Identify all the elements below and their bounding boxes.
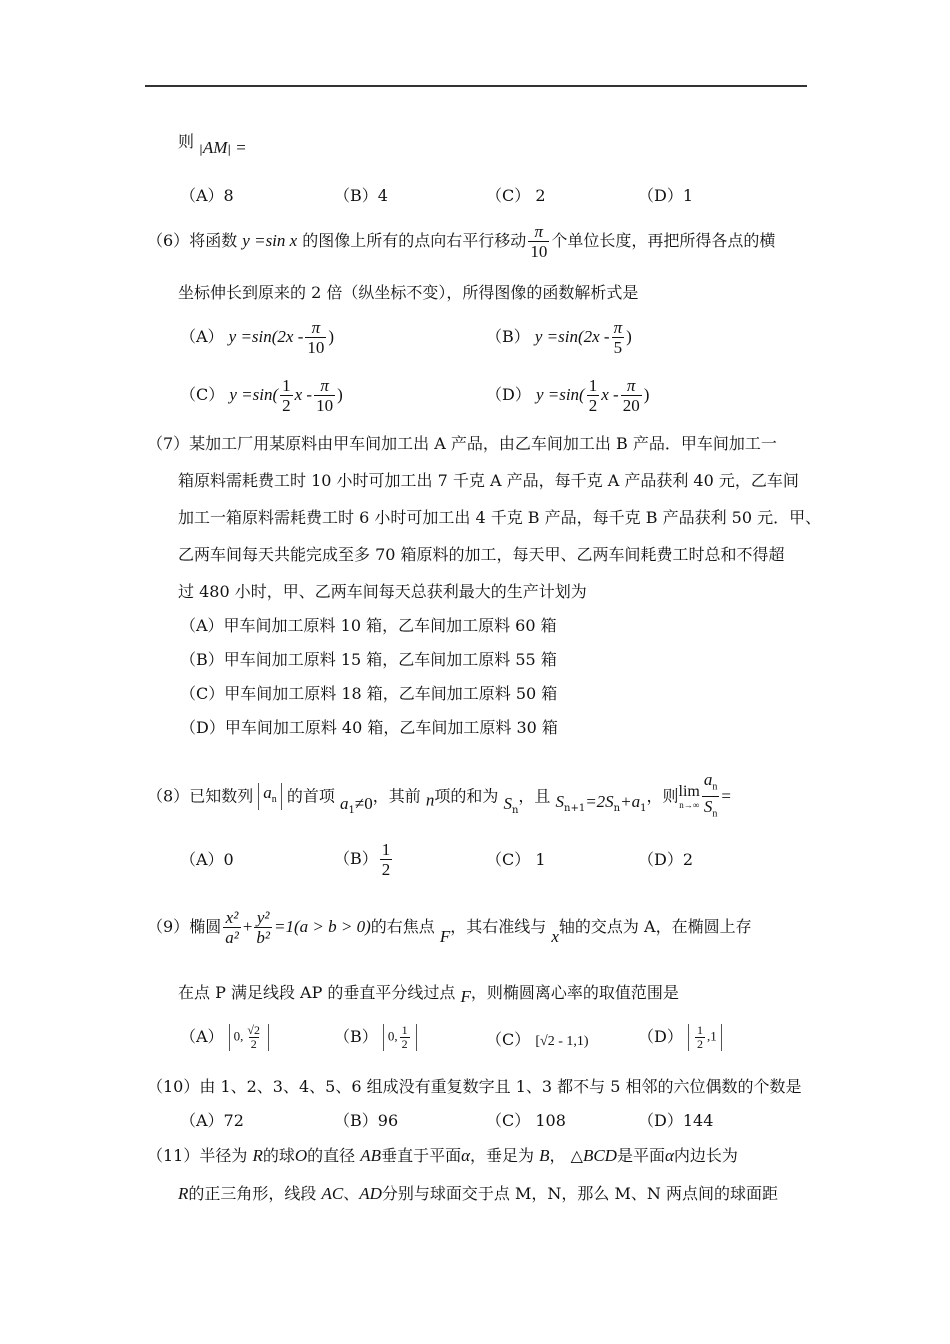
q8-stem: （8）已知数列 $a_n$ 的首项 $a_1\ne 0$，其前 n项的和为 $S_n$，且 $S_{n+1}=2S_n+a_1$，则 lim n→∞ $\frac{a_n}{S_n}$ = — [147, 770, 731, 824]
q6-function: y =sin x — [242, 231, 298, 250]
q7-line-4: 乙两车间每天共能完成至多 70 箱原料的加工，每天甲、乙两车间耗费工时总和不得超 — [178, 545, 785, 564]
q8-option-c[interactable]: （C） 1 — [486, 850, 546, 869]
q9-option-c[interactable]: （C） [√2 - 1,1) — [486, 1030, 589, 1049]
q7-line-1: （7）某加工厂用某原料由甲车间加工出 A 产品，由乙车间加工出 B 产品．甲车间加工一 — [147, 434, 777, 453]
q10-option-b[interactable]: （B）96 — [334, 1111, 399, 1130]
q10-option-d[interactable]: （D）144 — [638, 1111, 714, 1130]
q11-stem: （11）半径为 R的球O的直径 AB垂直于平面α，垂足为 B， △BCD是平面α内边长为 — [147, 1146, 738, 1165]
q11-line2: R的正三角形，线段 AC、AD分别与球面交于点 M，N，那么 M、N 两点间的球面距 — [178, 1184, 778, 1203]
q5-stem: 则 $_|AM_|$ = — [178, 132, 246, 157]
q9-line2: 在点 P 满足线段 AP 的垂直平分线过点 F，则椭圆离心率的取值范围是 — [178, 983, 679, 1006]
q7-line-2: 箱原料需耗费工时 10 小时可加工出 7 千克 A 产品，每千克 A 产品获利 40 元，乙车间 — [178, 471, 799, 490]
q7-option-d[interactable]: （D）甲车间加工原料 40 箱，乙车间加工原料 30 箱 — [180, 718, 558, 737]
q5-vector: AM — [202, 138, 228, 157]
q7-option-a[interactable]: （A）甲车间加工原料 10 箱，乙车间加工原料 60 箱 — [180, 616, 557, 635]
q8-option-b[interactable]: （B） $\frac{1}{2}$ — [334, 840, 391, 879]
q7-option-b[interactable]: （B）甲车间加工原料 15 箱，乙车间加工原料 55 箱 — [180, 650, 557, 669]
q9-x-term: $\frac{\text{x²}}{\text{a²}}$ — [225, 908, 239, 947]
q7-option-c[interactable]: （C）甲车间加工原料 18 箱，乙车间加工原料 50 箱 — [180, 684, 558, 703]
q6-option-a[interactable]: （A） y =sin(2x - $\frac{\pi}{10}$ ) — [180, 318, 335, 357]
header-rule — [145, 85, 807, 87]
q7-line-3: 加工一箱原料需耗费工时 6 小时可加工出 4 千克 B 产品，每千克 B 产品获利 50 元．甲、 — [178, 508, 822, 527]
q8-sequence: $a_n$ — [258, 783, 282, 810]
q8-limit: lim n→∞ — [678, 782, 700, 810]
q10-stem: （10）由 1、2、3、4、5、6 组成没有重复数字且 1、3 都不与 5 相邻的六位偶数的个数是 — [147, 1077, 802, 1096]
q5-option-c[interactable]: （C） 2 — [486, 186, 546, 205]
q9-stem: （9）椭圆 $\frac{\text{x²}}{\text{a²}}$ + $\frac{\text{y²}}{\text{b²}}$ =1(a > b > 0)的右焦点 F，其右准线与 x轴的交点为 A，在椭圆上存 — [147, 908, 752, 947]
q7-line-5: 过 480 小时，甲、乙两车间每天总获利最大的生产计划为 — [178, 582, 587, 601]
q9-option-d[interactable]: （D） $\frac{1}{2}$ ,1 — [638, 1024, 722, 1051]
q6-stem: （6）将函数 y =sin x 的图像上所有的点向右平行移动 $\frac{\pi}{10}$ 个单位长度，再把所得各点的横 — [147, 222, 776, 261]
q9-option-a[interactable]: （A） 0, $\frac{√2}{2}$ — [180, 1024, 269, 1051]
q5-option-a[interactable]: （A）8 — [180, 186, 234, 205]
q6-option-d[interactable]: （D） y =sin( $\frac{1}{2}$ x - $\frac{\pi}{20}$ ) — [486, 376, 650, 415]
q6-line2: 坐标伸长到原来的 2 倍（纵坐标不变），所得图像的函数解析式是 — [178, 283, 639, 302]
q6-option-c[interactable]: （C） y =sin( $\frac{1}{2}$ x - $\frac{\pi}{10}$ ) — [180, 376, 343, 415]
q9-option-b[interactable]: （B） 0, $\frac{1}{2}$ — [334, 1024, 417, 1051]
q9-y-term: $\frac{\text{y²}}{\text{b²}}$ — [256, 908, 271, 947]
q8-option-a[interactable]: （A）0 — [180, 850, 234, 869]
triangle-icon: △ — [570, 1146, 583, 1165]
q6-shift-fraction: $\frac{\pi}{10}$ — [530, 222, 548, 261]
q5-option-d[interactable]: （D）1 — [638, 186, 694, 205]
q8-option-d[interactable]: （D）2 — [638, 850, 694, 869]
q10-option-a[interactable]: （A）72 — [180, 1111, 244, 1130]
q6-option-b[interactable]: （B） y =sin(2x - $\frac{\pi}{5}$ ) — [486, 318, 632, 357]
q5-option-b[interactable]: （B）4 — [334, 186, 388, 205]
q10-option-c[interactable]: （C） 108 — [486, 1111, 566, 1130]
